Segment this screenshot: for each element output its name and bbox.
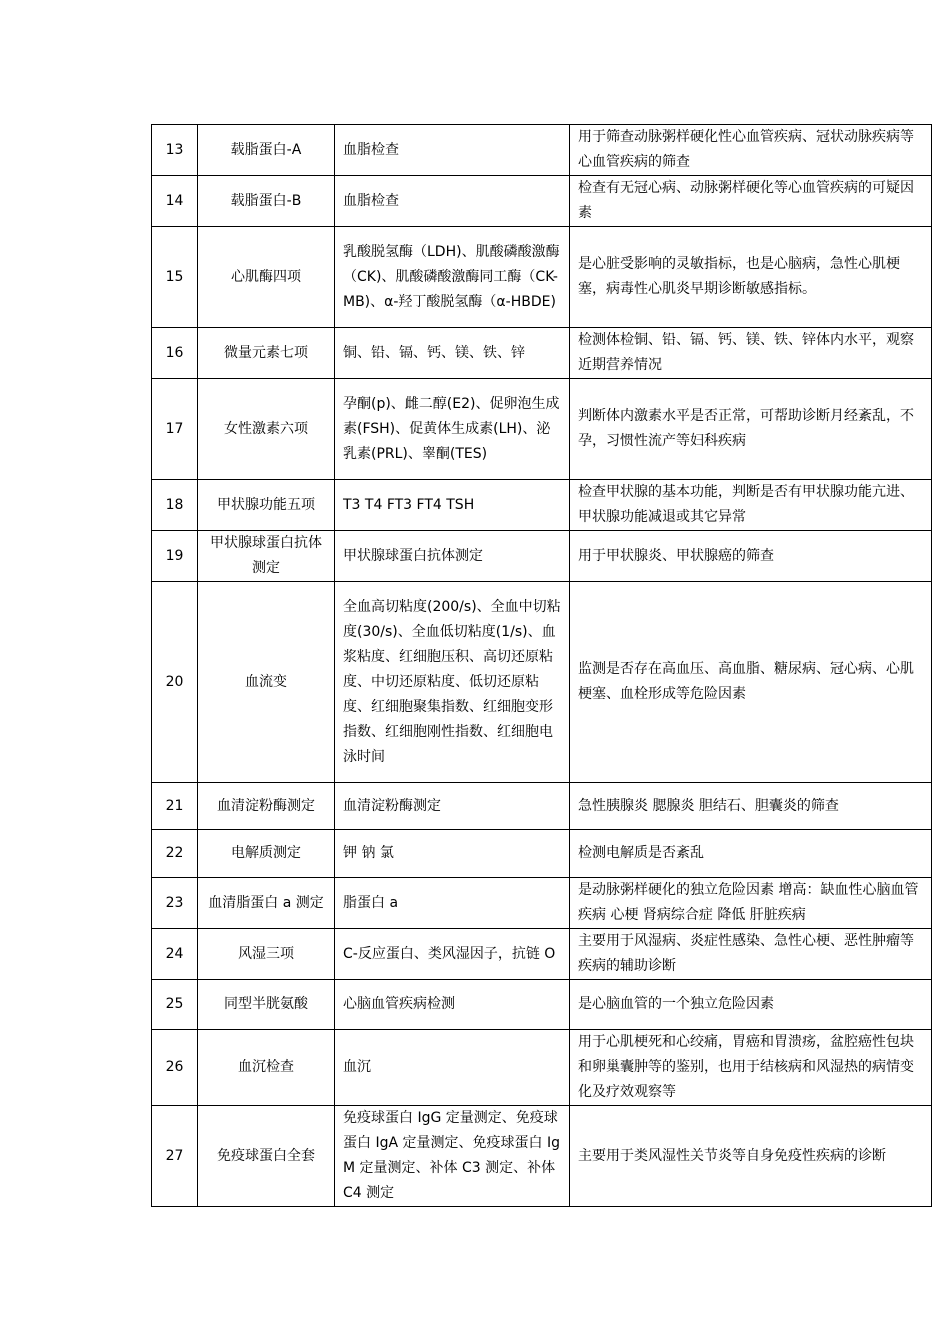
- item-purpose: 监测是否存在高血压、高血脂、糖尿病、冠心病、心肌梗塞、血栓形成等危险因素: [570, 582, 932, 783]
- item-name: 载脂蛋白-A: [198, 125, 335, 176]
- item-name: 电解质测定: [198, 830, 335, 878]
- row-number: 18: [152, 480, 198, 531]
- item-content: 铜、铅、镉、钙、镁、铁、锌: [335, 328, 570, 379]
- table-row: [152, 227, 932, 328]
- table-row: [152, 379, 932, 480]
- item-purpose: 判断体内激素水平是否正常，可帮助诊断月经紊乱，不孕，习惯性流产等妇科疾病: [570, 379, 932, 480]
- item-purpose: 用于心肌梗死和心绞痛，胃癌和胃溃疡，盆腔癌性包块和卵巢囊肿等的鉴别，也用于结核病和风湿热的病情变化及疗效观察等: [570, 1030, 932, 1106]
- item-purpose: 用于筛查动脉粥样硬化性心血管疾病、冠状动脉疾病等心血管疾病的筛查: [570, 125, 932, 176]
- table-row: [152, 531, 932, 582]
- item-name: 血清淀粉酶测定: [198, 783, 335, 830]
- item-purpose: 是动脉粥样硬化的独立危险因素 增高：缺血性心脑血管疾病 心梗 肾病综合症 降低 肝脏疾病: [570, 878, 932, 929]
- item-purpose: 是心脑血管的一个独立危险因素: [570, 980, 932, 1030]
- item-purpose: 用于甲状腺炎、甲状腺癌的筛查: [570, 531, 932, 582]
- item-content: 血脂检查: [335, 125, 570, 176]
- row-number: 14: [152, 176, 198, 227]
- exam-items-table: [151, 124, 932, 1207]
- row-number: 23: [152, 878, 198, 929]
- table-row: [152, 980, 932, 1030]
- item-name: 心肌酶四项: [198, 227, 335, 328]
- item-name: 血清脂蛋白 a 测定: [198, 878, 335, 929]
- item-name: 甲状腺功能五项: [198, 480, 335, 531]
- item-purpose: 主要用于类风湿性关节炎等自身免疫性疾病的诊断: [570, 1106, 932, 1207]
- item-content: 血脂检查: [335, 176, 570, 227]
- table-row: [152, 878, 932, 929]
- item-name: 甲状腺球蛋白抗体测定: [198, 531, 335, 582]
- item-content: 钾 钠 氯: [335, 830, 570, 878]
- row-number: 27: [152, 1106, 198, 1207]
- item-name: 微量元素七项: [198, 328, 335, 379]
- item-purpose: 检查有无冠心病、动脉粥样硬化等心血管疾病的可疑因素: [570, 176, 932, 227]
- item-content: T3 T4 FT3 FT4 TSH: [335, 480, 570, 531]
- item-purpose: 急性胰腺炎 腮腺炎 胆结石、胆囊炎的筛查: [570, 783, 932, 830]
- item-content: 血沉: [335, 1030, 570, 1106]
- item-content: 孕酮(p)、雌二醇(E2)、促卵泡生成素(FSH)、促黄体生成素(LH)、泌乳素(PRL)、睾酮(TES): [335, 379, 570, 480]
- row-number: 26: [152, 1030, 198, 1106]
- table-row: [152, 929, 932, 980]
- row-number: 25: [152, 980, 198, 1030]
- table-row: [152, 125, 932, 176]
- item-content: 乳酸脱氢酶（LDH)、肌酸磷酸激酶（CK)、肌酸磷酸激酶同工酶（CK-MB)、α-羟丁酸脱氢酶（α-HBDE): [335, 227, 570, 328]
- item-purpose: 检测体检铜、铅、镉、钙、镁、铁、锌体内水平，观察近期营养情况: [570, 328, 932, 379]
- item-name: 血沉检查: [198, 1030, 335, 1106]
- table-row: [152, 582, 932, 783]
- item-name: 载脂蛋白-B: [198, 176, 335, 227]
- row-number: 22: [152, 830, 198, 878]
- item-name: 风湿三项: [198, 929, 335, 980]
- item-name: 免疫球蛋白全套: [198, 1106, 335, 1207]
- item-purpose: 检查甲状腺的基本功能，判断是否有甲状腺功能亢进、甲状腺功能减退或其它异常: [570, 480, 932, 531]
- table-row: [152, 1030, 932, 1106]
- table-row: [152, 1106, 932, 1207]
- row-number: 19: [152, 531, 198, 582]
- row-number: 21: [152, 783, 198, 830]
- item-name: 血流变: [198, 582, 335, 783]
- item-purpose: 主要用于风湿病、炎症性感染、急性心梗、恶性肿瘤等疾病的辅助诊断: [570, 929, 932, 980]
- item-name: 女性激素六项: [198, 379, 335, 480]
- item-content: 心脑血管疾病检测: [335, 980, 570, 1030]
- row-number: 24: [152, 929, 198, 980]
- table-row: [152, 480, 932, 531]
- row-number: 16: [152, 328, 198, 379]
- row-number: 13: [152, 125, 198, 176]
- item-content: 全血高切粘度(200/s)、全血中切粘度(30/s)、全血低切粘度(1/s)、血浆粘度、红细胞压积、高切还原粘度、中切还原粘度、低切还原粘度、红细胞聚集指数、红细胞变形指数、红细胞刚性指数、红细胞电泳时间: [335, 582, 570, 783]
- item-content: 甲状腺球蛋白抗体测定: [335, 531, 570, 582]
- row-number: 17: [152, 379, 198, 480]
- item-content: 血清淀粉酶测定: [335, 783, 570, 830]
- item-name: 同型半胱氨酸: [198, 980, 335, 1030]
- table-row: [152, 830, 932, 878]
- item-purpose: 检测电解质是否紊乱: [570, 830, 932, 878]
- table-row: [152, 176, 932, 227]
- table-row: [152, 783, 932, 830]
- item-purpose: 是心脏受影响的灵敏指标，也是心脑病，急性心肌梗塞，病毒性心肌炎早期诊断敏感指标。: [570, 227, 932, 328]
- item-content: 免疫球蛋白 IgG 定量测定、免疫球蛋白 IgA 定量测定、免疫球蛋白 IgM 定量测定、补体 C3 测定、补体 C4 测定: [335, 1106, 570, 1207]
- item-content: C-反应蛋白、类风湿因子，抗链 O: [335, 929, 570, 980]
- item-content: 脂蛋白 a: [335, 878, 570, 929]
- table-row: [152, 328, 932, 379]
- row-number: 20: [152, 582, 198, 783]
- row-number: 15: [152, 227, 198, 328]
